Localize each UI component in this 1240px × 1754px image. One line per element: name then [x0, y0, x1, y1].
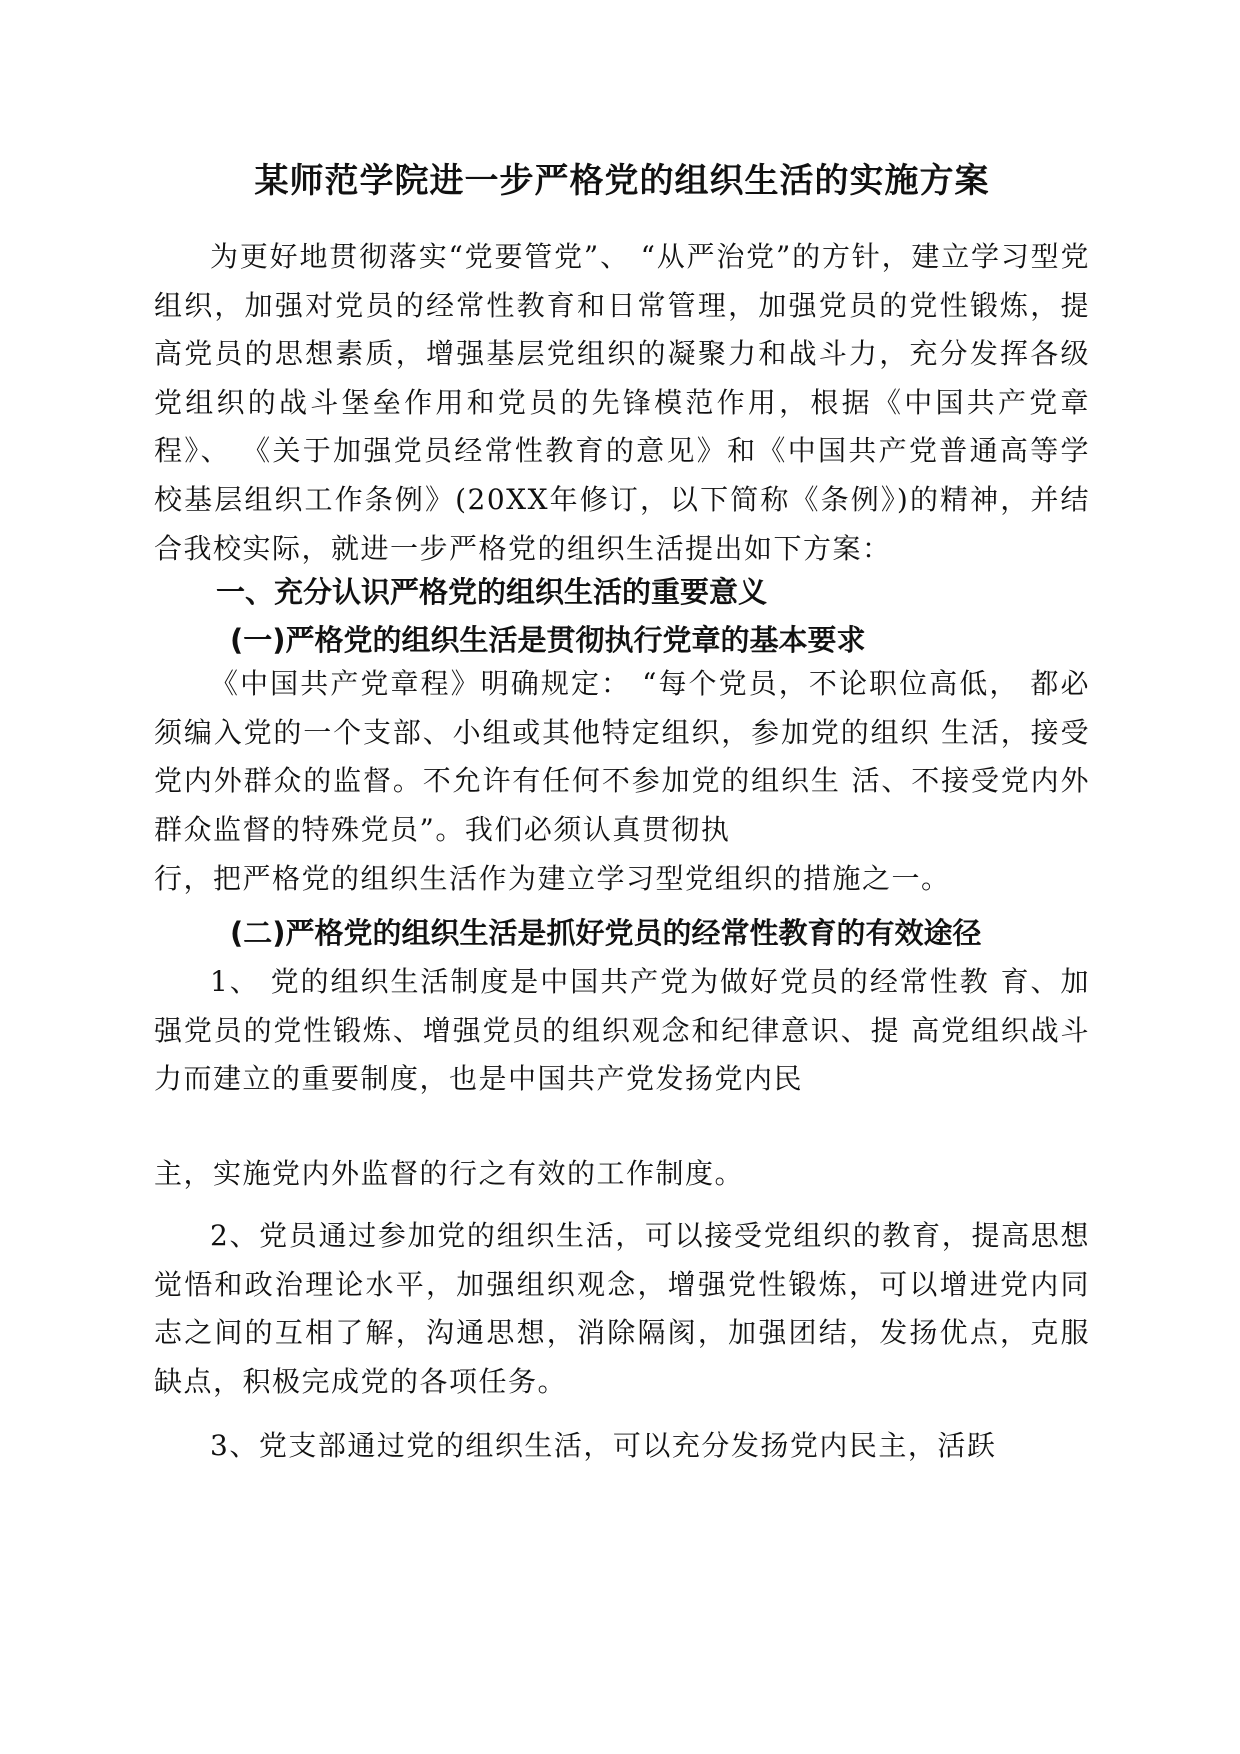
item-2-paragraph: 2、党员通过参加党的组织生活，可以接受党组织的教育，提高思想觉悟和政治理论水平，加强组织观念，增强党性锻炼，可以增进党内同志之间的互相了解，沟通思想，消除隔阂，加强团结，发扬优点，克服缺点，积极完成党的各项任务。: [154, 1219, 1090, 1398]
item-1-paragraph: 1、 党的组织生活制度是中国共产党为做好党员的经常性教 育、加强党员的党性锻炼、增强党员的组织观念和纪律意识、提 高党组织战斗力而建立的重要制度，也是中国共产党发扬党内民: [154, 965, 1090, 1096]
item-3-paragraph: 3、党支部通过党的组织生活，可以充分发扬党内民主，活跃: [210, 1429, 997, 1462]
document-title: 某师范学院进一步严格党的组织生活的实施方案: [254, 161, 990, 201]
section-heading-1: 一、充分认识严格党的组织生活的重要意义: [216, 575, 768, 609]
subsection-heading-1: (一)严格党的组织生活是贯彻执行党章的基本要求: [230, 623, 866, 657]
subsection-1-paragraph-continued: 行，把严格党的组织生活作为建立学习型党组织的措施之一。: [154, 862, 951, 895]
subsection-1-paragraph: 《中国共产党章程》明确规定： “每个党员，不论职位高低， 都必须编入党的一个支部、小组或其他特定组织，参加党的组织 生活，接受党内外群众的监督。不允许有任何不参加党的组织生 活、不接受党内外群众监督的特殊党员”。我们必须认真贯彻执: [154, 667, 1090, 846]
subsection-heading-2: (二)严格党的组织生活是抓好党员的经常性教育的有效途径: [230, 916, 982, 950]
item-1-paragraph-continued: 主，实施党内外监督的行之有效的工作制度。: [154, 1157, 745, 1190]
intro-paragraph: 为更好地贯彻落实“党要管党”、 “从严治党”的方针，建立学习型党组织，加强对党员的经常性教育和日常管理，加强党员的党性锻炼，提高党员的思想素质，增强基层党组织的凝聚力和战斗力，充分发挥各级党组织的战斗堡垒作用和党员的先锋模范作用，根据《中国共产党章程》、 《关于加强党员经常性教育的意见》和《中国共产党普通高等学校基层组织工作条例》(20XX年修订，以下简称《条例》)的精神，并结合我校实际，就进一步严格党的组织生活提出如下方案：: [154, 240, 1090, 565]
